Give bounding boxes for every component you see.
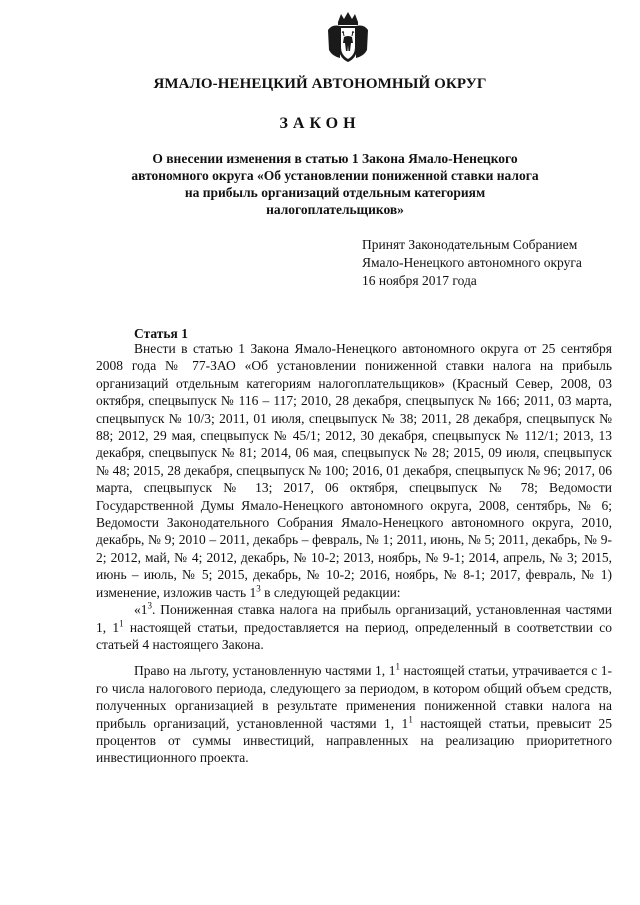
superscript: 1 [395, 661, 400, 672]
adoption-line: Принят Законодательным Собранием [362, 237, 578, 252]
paragraph-text: настоящей статьи, утрачивается с 1-го числа налогового периода, следующего за периодом, в котором общий объем средств, полученных организацией в результате применения пониженной ставки налога на прибыль организаций, установленной частями 1, 1 [96, 663, 612, 731]
superscript: 3 [147, 600, 152, 611]
article-paragraph [96, 340, 612, 601]
document-type: ЗАКОН [279, 115, 361, 132]
adoption-note [362, 236, 582, 290]
article-paragraph [96, 662, 612, 766]
article-paragraph [96, 601, 612, 653]
region-title: ЯМАЛО-НЕНЕЦКИЙ АВТОНОМНЫЙ ОКРУГ [153, 76, 487, 92]
superscript: 1 [408, 714, 413, 725]
paragraph-text: Внести в статью 1 Закона Ямало-Ненецкого автономного округа от 25 сентября 2008 года № 77-ЗАО «Об установлении пониженной ставки налога на прибыль организаций отдельным категориям налогоплательщиков» (Красный Север, 2008, 03 октября, спецвыпуск № 116 – 117; 2010, 28 декабря, спецвыпуск № 166; 2011, 03 марта, спецвыпуск № 10/3; 2011, 01 июля, спецвыпуск № 38; 2011, 28 декабря, спецвыпуск № 88; 2012, 29 мая, спецвыпуск № 45/1; 2012, 30 декабря, спецвыпуск № 112/1; 2013, 13 декабря, спецвыпуск № 81; 2014, 06 мая, спецвыпуск № 28; 2015, 09 июля, спецвыпуск № 48; 2015, 28 декабря, спецвыпуск № 100; 2016, 01 декабря, спецвыпуск № 96; 2017, 06 марта, спецвыпуск № 13; 2017, 06 октября, спецвыпуск № 78; Ведомости Государственной Думы Ямало-Ненецкого автономного округа, 2008, сентябрь, № 6; Ведомости Законодательного Собрания Ямало-Ненецкого автономного округа, 2010, декабрь, № 9; 2010 – 2011, декабрь – февраль, № 1; 2011, июнь, № 5; 2011, декабрь, № 9-2; 2012, май, № 4; 2012, декабрь, № 10-2; 2013, ноябрь, № 9-1; 2014, апрель, № 3; 2015, июнь – июль, № 5; 2015, декабрь, № 10-2; 2016, ноябрь, № 8-1; 2017, февраль, № 1) изменение, изложив часть 1 [96, 341, 612, 600]
adoption-date: 16 ноября 2017 года [362, 273, 477, 288]
article-title: Статья 1 [134, 326, 188, 341]
paragraph-text: . Пониженная ставка налога на прибыль организаций, установленная частями 1, 1 [96, 602, 612, 635]
law-subject: О внесении изменения в статью 1 Закона Ямало-Ненецкого автономного округа «Об установлении пониженной ставки налога на прибыль организаций отдельным категориям налогоплательщиков» [131, 151, 539, 217]
paragraph-text: «1 [134, 602, 148, 618]
superscript: 1 [119, 618, 124, 628]
paragraph-text: настоящей статьи, предоставляется на период, определенный в соответствии со статьей 4 настоящего Закона. [96, 619, 613, 652]
paragraph-text: в следующей редакции: [260, 584, 401, 600]
paragraph-text: Право на льготу, установленную частями 1, 1 [134, 663, 396, 679]
superscript: 3 [256, 583, 261, 594]
paragraph-text: настоящей статьи, превысит 25 процентов от суммы инвестиций, направленных на реализацию приоритетного инвестиционного проекта. [96, 715, 612, 766]
article-body [96, 340, 612, 767]
adoption-line: Ямало-Ненецкого автономного округа [362, 255, 582, 270]
coat-of-arms-icon [326, 10, 370, 64]
